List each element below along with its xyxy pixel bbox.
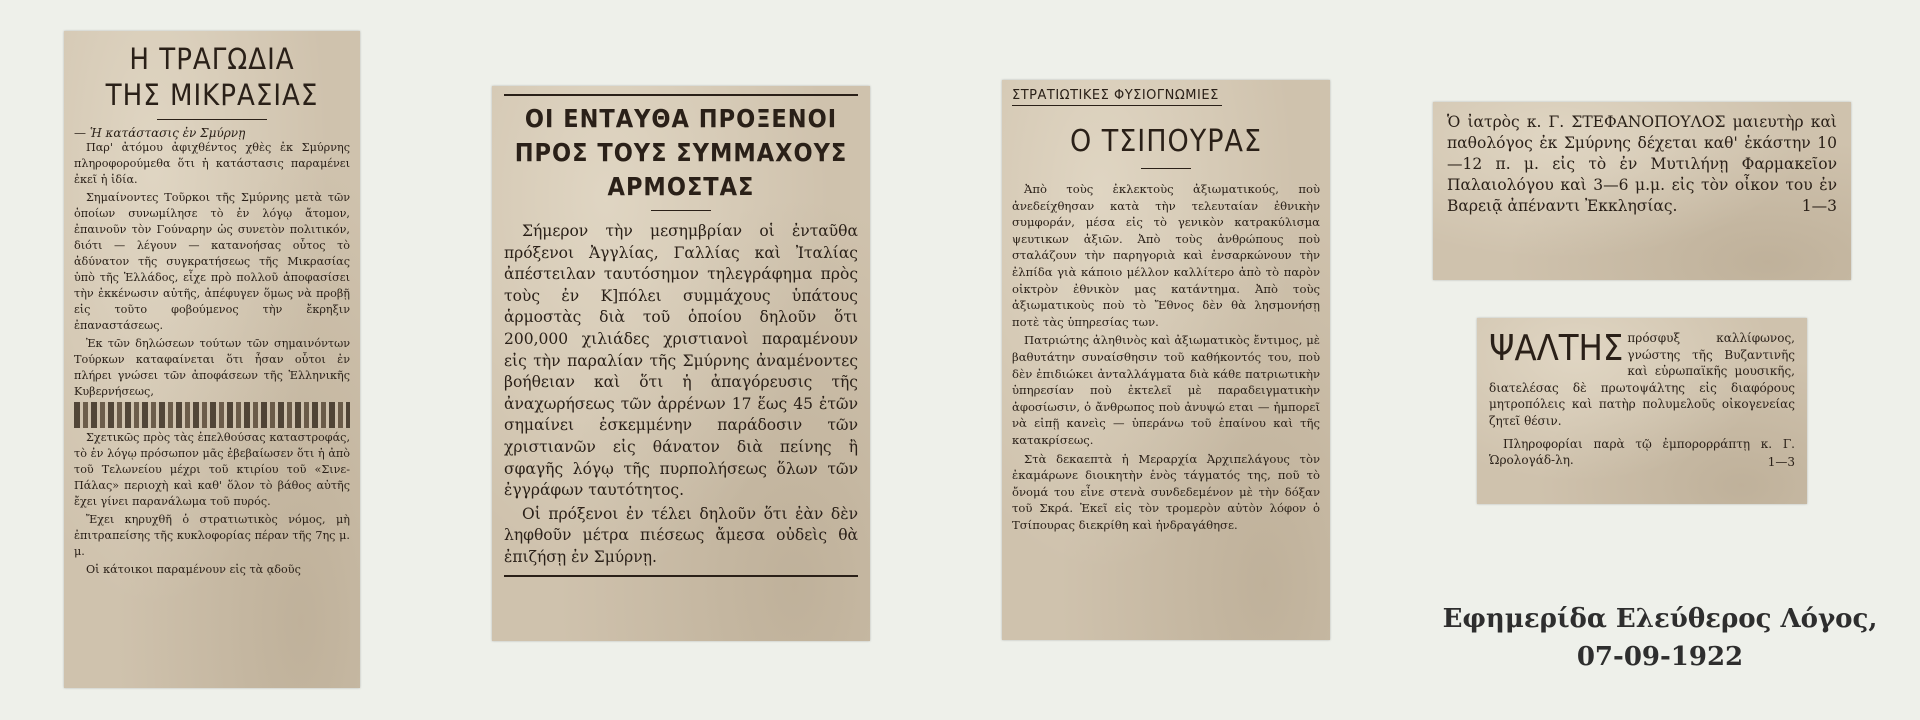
headline-line-2: ΤΗΣ ΜΙΚΡΑΣΙΑΣ: [105, 78, 319, 112]
paragraph-1: Ἀπὸ τοὺς ἐκλεκτοὺς ἀξιωματικούς, ποὺ ἀνεδείχθησαν κατὰ τὴν τελευταίαν ἐθνικὴν συμφοράν, μέσα εἰς τὸ γενικὸν κατρακύλισμα ψευτικων ἀξιῶν. Ἀπὸ τοὺς ἀνθρώπους ποὺ σταλάζουν τὴν παρηγοριὰ καὶ ἐνσαρκώνουν τὴν ἐλπίδα γιὰ κάποιο μέλλον καλλίτερο ἀπὸ τὸ παρὸν οἰκτρὸν ἐθνικὸν μας κατάντημα. Ἀπὸ τοὺς ἀξιωματικοὺς ποὺ τὸ Ἔθνος δὲν θὰ λησμονήσῃ ποτὲ τὰς ὑπηρεσίας των.: [1012, 182, 1320, 329]
paragraph-1: Παρ' ἀτόμου ἀφιχθέντος χθὲς ἐκ Σμύρνης πληροφορούμεθα ὅτι ἡ κατάστασις παραμένει ἐκεῖ ἡ ἰδία.: [74, 141, 350, 186]
article-consuls: [492, 86, 870, 641]
divider: [157, 119, 267, 120]
ad-reference: 1—3: [1767, 454, 1795, 469]
paragraph-3: Ἐκ τῶν δηλώσεων τούτων τῶν σημαινόντων Τούρκων καταφαίνεται ὅτι ἦσαν οὗτοι ἐν πλήρει γνώσει τῶν ἀποφάσεων τῆς Ἑλληνικῆς Κυβερνήσεως,: [74, 337, 350, 398]
paragraph-5: Ἔχει κηρυχθῆ ὁ στρατιωτικὸς νόμος, μὴ ἐπιτραπείσης τῆς κυκλοφορίας πέραν τῆς 7ης μ. μ.: [74, 513, 350, 558]
top-rule: [504, 94, 858, 96]
article-tsipouras: [1002, 80, 1330, 640]
divider: [1141, 168, 1191, 169]
ad-reference: 1—3: [1801, 197, 1837, 215]
ad-body: Ὁ ἰατρὸς κ. Γ. ΣΤΕΦΑΝΟΠΟΥΛΟΣ μαιευτὴρ καὶ παθολόγος ἐκ Σμύρνης δέχεται καθ' ἑκάστην 10—12 π. μ. εἰς τὸ ἐν Μυτιλήνῃ Φαρμακεῖον Παλαιολόγου καὶ 3—6 μ.μ. εἰς τὸν οἶκον του ἐν Βαρειᾷ ἀπέναντι Ἐκκλησίας.: [1447, 113, 1837, 215]
paragraph-4: Σχετικῶς πρὸς τὰς ἐπελθούσας καταστροφάς, τὸ ἐν λόγῳ πρόσωπον μᾶς ἐβεβαίωσεν ὅτι ἡ ἀπὸ τοῦ Τελωνείου μέχρι τοῦ κτιρίου τοῦ «Σινε-Πάλας» περιοχὴ καὶ καθ' ὅλον τὸ βάθος αὐτῆς ἔχει γίνει παρανάλωμα τοῦ πυρός.: [74, 431, 350, 508]
ad-info: Πληροφορίαι παρὰ τῷ ἐμπορορράπτῃ κ. Γ. Ὡρολογάδ-λη.: [1489, 436, 1795, 468]
section-kicker: ΣΤΡΑΤΙΩΤΙΚΕΣ ΦΥΣΙΟΓΝΩΜΙΕΣ: [1012, 88, 1219, 103]
article-tragedy-asia-minor: [64, 31, 360, 688]
paragraph-2: Οἱ πρόξενοι ἐν τέλει δηλοῦν ὅτι ἐὰν δὲν ληφθοῦν μέτρα πιέσεως ἄμεσα οὐδεὶς θὰ ἐπιζήσῃ ἐν Σμύρνῃ.: [504, 504, 858, 566]
paragraph-1: Σήμερον τὴν μεσημβρίαν οἱ ἐνταῦθα πρόξενοι Ἀγγλίας, Γαλλίας καὶ Ἰταλίας ἀπέστειλαν ταυτόσημον τηλεγράφημα πρὸς τοὺς ἐν Κ]πόλει συμμάχους ὑπάτους ἁρμοστὰς διὰ τοῦ ὁποίου δηλοῦν ὅτι 200,000 χιλιάδες χριστιανοὶ παραμένουν εἰς τὴν παραλίαν τῆς Σμύρνης ἀναμένοντες βοήθειαν καὶ ὅτι ἡ ἀπαγόρευσις τῆς ἀναχωρήσεως τῶν ἀρρένων 17 ἕως 45 ἐτῶν σημαίνει ἐσκεμμένην παράδοσιν τῶν χριστιανῶν εἰς θάνατον διὰ πείνης ἢ σφαγῆς λόγῳ τῆς πυρπολήσεως ὅλων τῶν ἐγγράφων ταυτότητος.: [504, 222, 858, 500]
headline-line-2: ΠΡΟΣ ΤΟΥΣ ΣΥΜΜΑΧΟΥΣ ΑΡΜΟΣΤΑΣ: [514, 138, 848, 201]
bottom-rule: [504, 575, 858, 577]
caption-date: 07-09-1922: [1576, 642, 1744, 672]
censored-smudge: [74, 402, 350, 428]
ad-title: ΨΑΛΤΗΣ: [1489, 328, 1624, 369]
ad-cantor: [1477, 318, 1807, 504]
headline-line-1: Η ΤΡΑΓΩΔΙΑ: [129, 42, 295, 76]
source-caption: [1420, 600, 1900, 676]
kicker-underline: [1012, 105, 1222, 106]
divider: [651, 210, 711, 211]
caption-newspaper: Εφημερίδα Ελεύθερος Λόγος,: [1442, 604, 1878, 634]
paragraph-2: Πατριώτης ἀληθινὸς καὶ ἀξιωματικὸς ἔντιμος, μὲ βαθυτάτην συναίσθησιν τοῦ καθήκοντός του, ποὺ δὲν ἐπιδιώκει ἀνταλλάγματα διὰ κάθε πατριωτικὴν ὑπηρεσίαν ποὺ ἐκτελεῖ μὲ παραδειγματικὴν ἀφοσίωσιν, ὁ ἄνθρωπος ποὺ ἀνυψώ εται — ἠμπορεῖ νὰ εἰπῇ κανεὶς — ὑπεράνω τοῦ ἐπαίνου καὶ τῆς κατακρίσεως.: [1012, 333, 1320, 447]
paragraph-2: Σημαίνοντες Τοῦρκοι τῆς Σμύρνης μετὰ τῶν ὁποίων συνωμίλησε τὸ ἐν λόγῳ ἄτομον, ἐπαινοῦν τὸν Γούναρην ὡς συνετὸν πολιτικόν, διότι — λέγουν — κατανοήσας οὗτος τὸ ἀδύνατον τῆς συγκρατήσεως τῆς Μικρασίας ὑπὸ τῆς Ἑλλάδος, εἶχε πρὸ πολλοῦ ἀποφασίσει τὴν ἐκκένωσιν αὐτῆς, ἀπέφυγεν ὅμως νὰ προβῇ εἰς τοῦτο φοβούμενος τὴν ἔκρηξιν ἐπαναστάσεως.: [74, 191, 350, 332]
ad-body: πρόσφυξ καλλίφωνος, γνώστης τῆς Βυζαντινῆς καὶ εὐρωπαϊκῆς μουσικῆς, διατελέσας δὲ πρωτοψάλτης εἰς διαφόρους μητροπόλεις καὶ πατὴρ πολυμελοῦς οἰκογενείας ζητεῖ θέσιν.: [1489, 331, 1795, 428]
subheading: — Ἡ κατάστασις ἐν Σμύρνῃ: [74, 126, 246, 140]
paragraph-6: Οἱ κάτοικοι παραμένουν εἰς τὰ ᾳδοῦς: [86, 563, 301, 576]
ad-doctor: [1433, 102, 1851, 280]
headline: Ο ΤΣΙΠΟΥΡΑΣ: [1069, 124, 1263, 159]
headline-line-1: ΟΙ ΕΝΤΑΥΘΑ ΠΡΟΞΕΝΟΙ: [524, 104, 838, 133]
paragraph-3: Στὰ δεκαεπτὰ ἡ Μεραρχία Ἀρχιπελάγους τὸν ἐκαμάρωνε διοικητὴν ἑνὸς τάγματός της, ποῦ τὸ ὄνομά του εἶνε στενὰ συνδεδεμένον μὲ τὴν δόξαν τοῦ Σκρά. Ἐκεῖ εἰς τὸν τρομερὸν αὐτὸν λόφον ὁ Τσίπουρας διεκρίθη καὶ ἠνδραγάθησε.: [1012, 451, 1320, 532]
